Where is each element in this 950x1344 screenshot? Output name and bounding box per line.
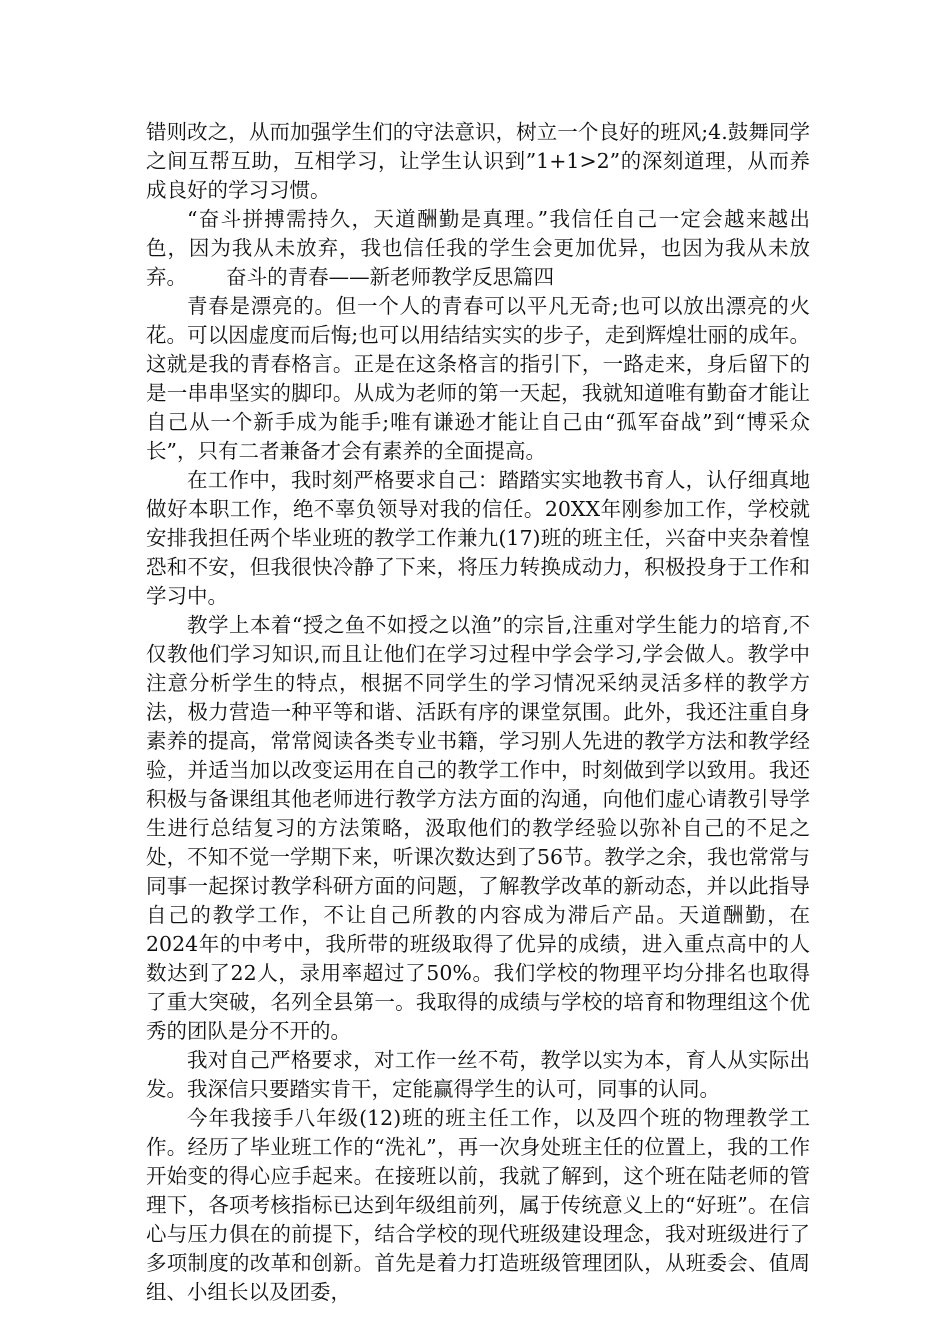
paragraph-continuation: 错则改之，从而加强学生们的守法意识，树立一个良好的班风;4.鼓舞同学之间互帮互助，互相学习，让学生认识到”1+1>2”的深刻道理，从而养成良好的学习习惯。 (146, 120, 810, 202)
paragraph-teaching: 教学上本着“授之鱼不如授之以渔”的宗旨,注重对学生能力的培育,不仅教他们学习知识,而且让他们在学习过程中学会学习,学会做人。教学中注意分析学生的特点，根据不同学生的学习情况采纳灵活多样的教学方法，极力营造一种平等和谐、活跃有序的课堂氛围。此外，我还注重自身素养的提高，常常阅读各类专业书籍，学习别人先进的教学方法和教学经验，并适当加以改变运用在自己的教学工作中，时刻做到学以致用。我还积极与备课组其他老师进行教学方法方面的沟通，向他们虚心请教引导学生进行总结复习的方法策略，汲取他们的教学经验以弥补自己的不足之处，不知不觉一学期下来，听课次数达到了56节。教学之余，我也常常与同事一起探讨教学科研方面的问题，了解教学改革的新动态，并以此指导自己的教学工作，不让自己所教的内容成为滞后产品。天道酬勤，在2024年的中考中，我所带的班级取得了优异的成绩，进入重点高中的人数达到了22人，录用率超过了50%。我们学校的物理平均分排名也取得了重大突破，名列全县第一。我取得的成绩与学校的培育和物理组这个优秀的团队是分不开的。 (146, 613, 810, 1043)
paragraph-motto: “奋斗拼搏需持久，天道酬勤是真理。”我信任自己一定会越来越出色，因为我从未放弃，我也信任我的学生会更加优异，也因为我从未放弃。 奋斗的青春——新老师教学反思篇四 (146, 207, 810, 289)
paragraph-youth: 青春是漂亮的。但一个人的青春可以平凡无奇;也可以放出漂亮的火花。可以因虚度而后悔;也可以用结结实实的步子，走到辉煌壮丽的成年。这就是我的青春格言。正是在这条格言的指引下，一路走来，身后留下的是一串串坚实的脚印。从成为老师的第一天起，我就知道唯有勤奋才能让自己从一个新手成为能手;唯有谦逊才能让自己由“孤军奋战”到“博采众长”，只有二者兼备才会有素养的全面提高。 (146, 294, 810, 463)
paragraph-work: 在工作中，我时刻严格要求自己：踏踏实实地教书育人，认仔细真地做好本职工作，绝不辜负领导对我的信任。20XX年刚参加工作，学校就安排我担任两个毕业班的教学工作兼九(17)班的班主任，兴奋中夹杂着惶恐和不安，但我很快冷静了下来，将压力转换成动力，积极投身于工作和学习中。 (146, 468, 810, 608)
paragraph-class-management: 今年我接手八年级(12)班的班主任工作，以及四个班的物理教学工作。经历了毕业班工作的“洗礼”，再一次身处班主任的位置上，我的工作开始变的得心应手起来。在接班以前，我就了解到，这个班在陆老师的管理下，各项考核指标已达到年级组前列，属于传统意义上的“好班”。在信心与压力俱在的前提下，结合学校的现代班级建设理念，我对班级进行了多项制度的改革和创新。首先是着力打造班级管理团队，从班委会、值周组、小组长以及团委， (146, 1106, 810, 1304)
paragraph-self-requirement: 我对自己严格要求，对工作一丝不苟，教学以实为本，育人从实际出发。我深信只要踏实肯干，定能赢得学生的认可，同事的认同。 (146, 1048, 810, 1101)
document-body (146, 118, 810, 1307)
